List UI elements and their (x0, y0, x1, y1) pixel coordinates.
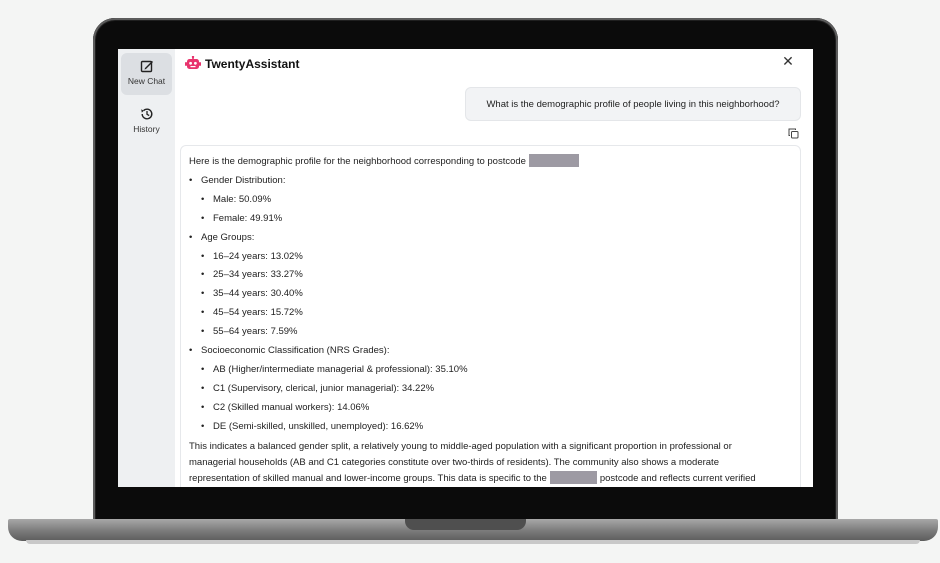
close-button[interactable] (781, 54, 795, 68)
screen (118, 49, 813, 487)
list-item: • 16–24 years: 13.02% (189, 251, 792, 263)
list-item: • 45–54 years: 15.72% (189, 307, 792, 319)
new-chat-label: New Chat (127, 76, 166, 86)
history-button[interactable] (121, 101, 172, 143)
history-icon (140, 107, 154, 121)
closing-line-2: managerial households (AB and C1 categories constitute over two-thirds of residents). The community also shows a moderate (189, 457, 719, 469)
redacted-postcode (529, 154, 579, 167)
closing-line-3a: representation of skilled manual and lower-income groups. This data is specific to the (189, 473, 547, 485)
closing-line-3b: postcode and reflects current verified (599, 473, 756, 485)
copy-icon[interactable] (788, 128, 799, 139)
list-item: • 55–64 years: 7.59% (189, 326, 792, 338)
history-label: History (133, 124, 160, 134)
list-heading: • Gender Distribution: (189, 175, 792, 187)
new-chat-button[interactable] (121, 53, 172, 95)
list-item: • 25–34 years: 33.27% (189, 269, 792, 281)
close-icon: ✕ (782, 53, 794, 69)
list-item: • C2 (Skilled manual workers): 14.06% (189, 402, 792, 414)
closing-line-1: This indicates a balanced gender split, a relatively young to middle-aged population with a significant proportion in professional or (189, 441, 732, 453)
app-title: TwentyAssistant (205, 57, 300, 71)
user-message: What is the demographic profile of people living in this neighborhood? (465, 87, 801, 121)
laptop-notch (405, 519, 526, 530)
robot-icon (185, 56, 201, 70)
response-intro-text: Here is the demographic profile for the neighborhood corresponding to postcode (189, 156, 526, 167)
laptop-base-foot (26, 540, 920, 544)
list-item: • AB (Higher/intermediate managerial & professional): 35.10% (189, 364, 792, 376)
redacted-postcode-2 (550, 471, 597, 484)
list-heading: • Socioeconomic Classification (NRS Grades): (189, 345, 792, 357)
assistant-response (180, 145, 801, 487)
new-chat-icon (140, 59, 154, 73)
response-intro (189, 154, 792, 168)
list-item: • 35–44 years: 30.40% (189, 288, 792, 300)
response-closing (189, 439, 792, 487)
list-item: • Female: 49.91% (189, 213, 792, 225)
list-item: • Male: 50.09% (189, 194, 792, 206)
list-item: • DE (Semi-skilled, unskilled, unemployed): 16.62% (189, 421, 792, 433)
list-item: • C1 (Supervisory, clerical, junior managerial): 34.22% (189, 383, 792, 395)
sidebar (118, 49, 175, 487)
demographic-list (189, 175, 792, 433)
list-heading: • Age Groups: (189, 232, 792, 244)
chat-panel (175, 49, 813, 487)
